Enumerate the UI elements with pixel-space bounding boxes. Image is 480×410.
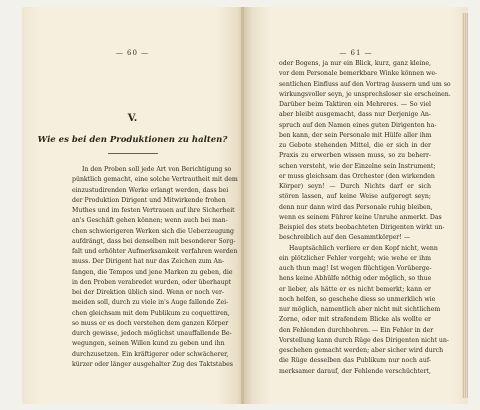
text-line: Beispiel des stets beobachteten Dirigenten wirkt un- <box>279 224 445 231</box>
text-line: Zorne, oder mit strafendem Blicke als wollte er <box>279 316 431 324</box>
text-line: der Produktion Dirigent und Mitwirkende frohen <box>72 196 226 204</box>
text-line: fangen, die Tempos und jene Marken zu geben, die <box>72 268 233 276</box>
text-line: denn nur dann wird das Personale ruhig bleiben, <box>279 203 433 211</box>
page-edges <box>462 13 468 398</box>
text-line: ben kann, der sein Personale mit Hülfe aller ihm <box>279 131 432 139</box>
text-line: Praxis zu erwerben wissen muss, so zu beherr- <box>279 152 431 160</box>
text-line: hens keine Abhülfe nöthig oder möglich, so thue <box>279 275 432 283</box>
left-page <box>22 7 243 404</box>
text-line: pünktlich gemacht, eine solche Vertrautheit mit dem <box>72 176 238 184</box>
text-line: wegungen, seinen Willen kund zu geben und ihn <box>72 340 225 348</box>
text-line: vor dem Personale bemerkbare Winke können we- <box>279 70 438 78</box>
text-line: spruch auf den Namen eines guten Dirigenten ha- <box>279 121 437 129</box>
text-line: Darüber beim Taktiren ein Mehreres. — So viel <box>279 101 431 108</box>
chapter-title: Wie es bei den Produktionen zu halten? <box>37 135 228 145</box>
open-book <box>22 7 468 404</box>
text-line: er muss gleichsam das Orchester (den wirkenden <box>279 172 435 180</box>
right-page-text <box>279 59 451 377</box>
text-line: oder Bogens, ja nur ein Blick, kurz, ganz kleine, <box>279 60 431 67</box>
text-line: durch gewisse, jedoch möglichst unauffallende Be- <box>72 330 232 337</box>
text-line: Körper) seyn! — Durch Nichts darf er sich <box>279 183 431 190</box>
title-rule <box>108 153 158 154</box>
text-line: er lieber, als hätte er es nicht bemerkt; kann er <box>279 285 431 293</box>
left-page-text <box>72 165 238 370</box>
text-line: die Rüge desselben das Publikum nur noch auf- <box>279 357 431 365</box>
text-line: ein plötzlicher Fehler vorgeht; wie wehe er ihm <box>279 254 431 262</box>
text-line: noch helfen, so geschehe diess so unmerklich wie <box>279 295 436 303</box>
text-line: Hauptsächlich verliere er den Kopf nicht, wenn <box>289 244 438 252</box>
page-number-right: — 61 — <box>339 49 373 57</box>
text-line: chen gleichsam mit dem Publikum zu coquettiren, <box>72 309 230 317</box>
text-line: kürzer oder länger ausgehalter Zug des Taktstabes <box>72 360 233 368</box>
text-line: geschehen gemacht werden; aber sicher wird durch <box>279 347 444 354</box>
text-line: wenn es seinem Führer keine Unruhe anmerkt. Das <box>279 213 442 221</box>
text-line: so muss er es doch verstehen dem ganzen Körper <box>72 319 229 327</box>
text-line: beschreiblich auf den Gesammtkörper! — <box>279 234 411 242</box>
text-line: wirkungsvoller seyn, je unsprechsloser sie erscheinen. <box>279 90 451 98</box>
page-number-left: — 60 — <box>115 49 150 57</box>
text-line: nur möglich, namentlich aber nicht mit sichtlichem <box>279 306 441 313</box>
text-line: auch thun mag! Ist wegen flüchtigen Vorüberge- <box>279 265 432 272</box>
text-line: In den Proben soll jede Art von Berichtigung so <box>82 166 232 173</box>
text-line: Muthes und im festen Vertrauen auf ihre Sicherheit <box>72 207 235 214</box>
chapter-number: V. <box>127 113 138 124</box>
text-line: chen schwierigeren Werken sich die Ueberzeugung <box>72 227 234 235</box>
text-line: stören lassen, auf keine Weise aufgeregt seyn; <box>279 193 431 201</box>
text-line: schen versteht, wie der Einzelne sein Instrument; <box>279 162 436 170</box>
text-line: muss. Der Dirigent hat nur das Zeichen zum An- <box>72 258 225 266</box>
text-line: den Fehlenden durchbohren. — Ein Fehler in der <box>279 326 434 334</box>
text-line: Vorstellung kann durch Rüge des Dirigenten nicht un- <box>279 336 449 344</box>
text-line: aber bleibt ausgemacht, dass nur Derjenige An- <box>279 111 431 119</box>
text-line: meiden soll, durch zu viele in's Auge fallende Zei- <box>72 299 229 307</box>
text-line: aufdrängt, dass bei denselben mit besonderer Sorg- <box>72 237 236 245</box>
text-line: bei der Direktion üblich sind. Wenn er noch ver- <box>72 289 224 296</box>
right-page <box>244 7 468 404</box>
text-line: durchzusetzen. Ein kräftigerer oder schwächerer, <box>72 350 229 358</box>
text-line: an's Geschäft gehen können; wenn auch bei man- <box>72 217 228 225</box>
text-line: in den Proben verabredet wurden, oder überhaupt <box>72 278 232 286</box>
text-line: einzustudirenden Werke erlangt werden, dass bei <box>72 186 229 194</box>
text-line: zu Gebote stehenden Mittel, die er sich in der <box>279 142 431 149</box>
text-line: merksamer darauf, der Fehlende verschüchtert, <box>279 367 431 375</box>
text-line: sentlichen Einfluss auf den Vortrag äussern und um so <box>279 80 451 88</box>
text-line: falt und erhöhter Aufmerksamkeit verfahren werden <box>72 248 238 255</box>
